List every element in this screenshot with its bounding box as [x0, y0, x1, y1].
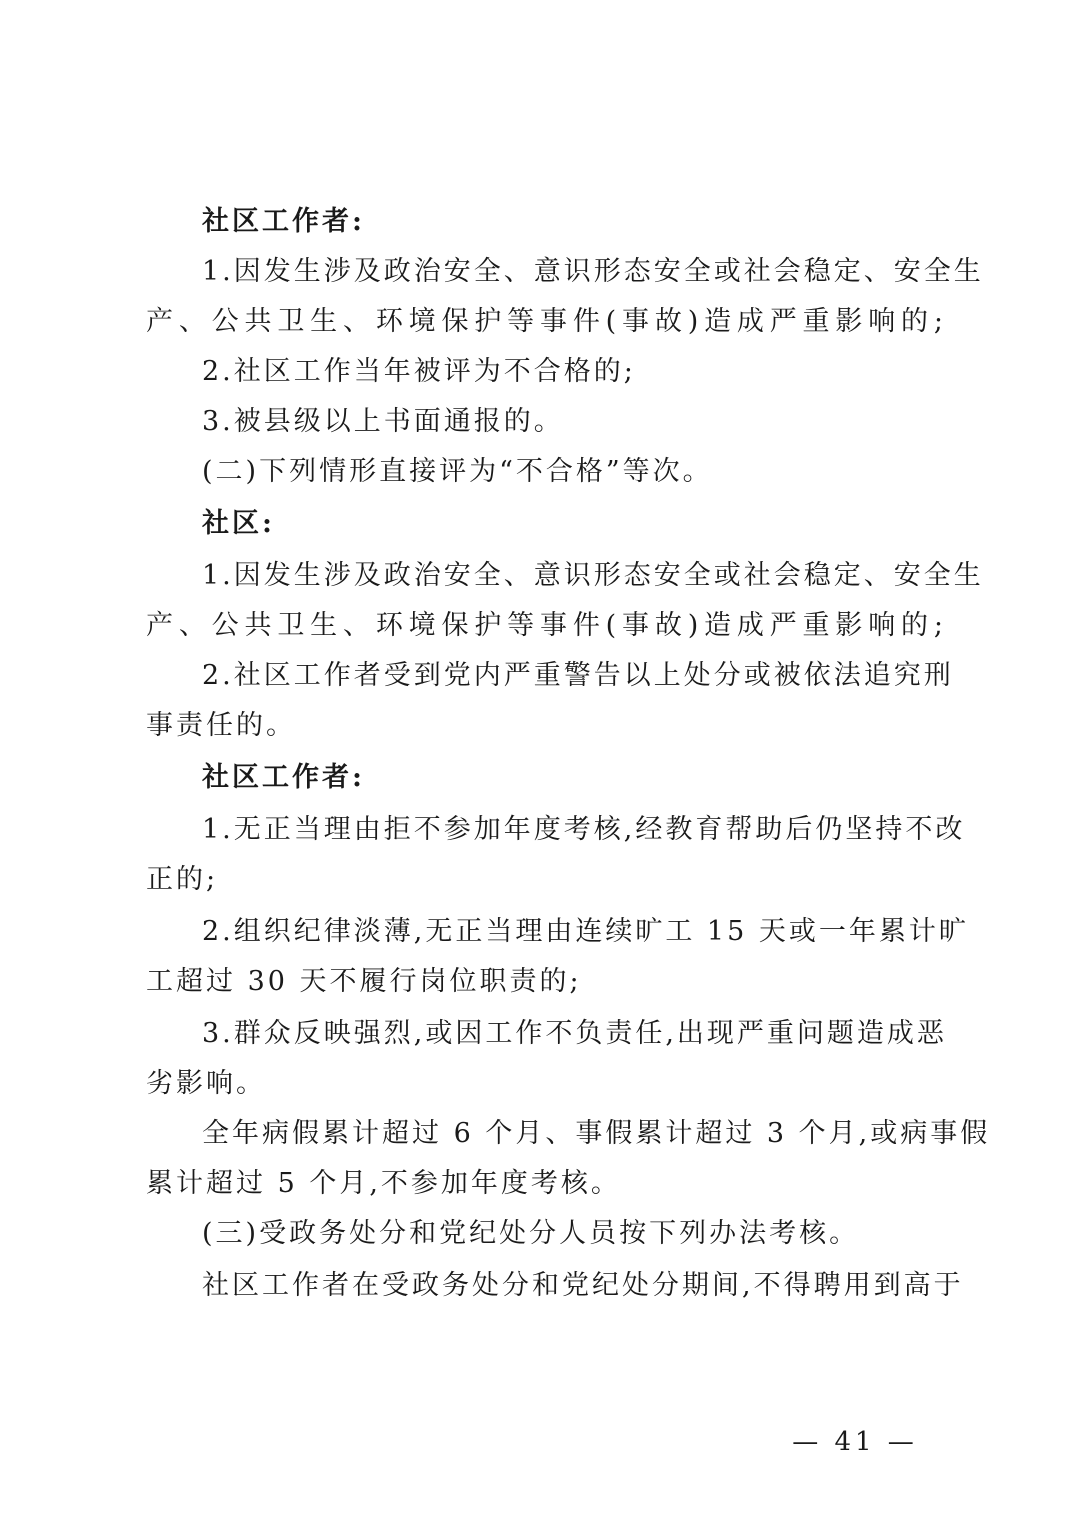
paragraph-line: 1.因发生涉及政治安全、意识形态安全或社会稳定、安全生 [202, 560, 984, 591]
paragraph-line: 产、公共卫生、环境保护等事件(事故)造成严重影响的; [146, 610, 946, 641]
paragraph-line: 累计超过 5 个月,不参加年度考核。 [146, 1168, 621, 1199]
heading-community: 社区: [202, 508, 275, 539]
page-number: — 41 — [792, 1427, 918, 1457]
section-heading: (三)受政务处分和党纪处分人员按下列办法考核。 [202, 1218, 860, 1249]
paragraph-line: 1.因发生涉及政治安全、意识形态安全或社会稳定、安全生 [202, 256, 984, 287]
paragraph-line: 2.社区工作当年被评为不合格的; [202, 356, 636, 387]
paragraph-line: 2.组织纪律淡薄,无正当理由连续旷工 15 天或一年累计旷 [202, 916, 969, 947]
paragraph-line: 产、公共卫生、环境保护等事件(事故)造成严重影响的; [146, 306, 946, 337]
paragraph-line: 1.无正当理由拒不参加年度考核,经教育帮助后仍坚持不改 [202, 814, 966, 845]
paragraph-line: 社区工作者在受政务处分和党纪处分期间,不得聘用到高于 [202, 1270, 964, 1301]
paragraph-line: 正的; [146, 864, 219, 895]
paragraph-line: 全年病假累计超过 6 个月、事假累计超过 3 个月,或病事假 [202, 1118, 991, 1149]
paragraph-line: 事责任的。 [146, 710, 296, 741]
paragraph-line: 3.群众反映强烈,或因工作不负责任,出现严重问题造成恶 [202, 1018, 947, 1049]
heading-community-worker: 社区工作者: [202, 762, 365, 793]
section-heading: (二)下列情形直接评为“不合格”等次。 [202, 456, 713, 487]
paragraph-line: 3.被县级以上书面通报的。 [202, 406, 564, 437]
paragraph-line: 劣影响。 [146, 1068, 266, 1099]
paragraph-line: 2.社区工作者受到党内严重警告以上处分或被依法追究刑 [202, 660, 954, 691]
paragraph-line: 工超过 30 天不履行岗位职责的; [146, 966, 582, 997]
heading-community-worker: 社区工作者: [202, 206, 365, 237]
